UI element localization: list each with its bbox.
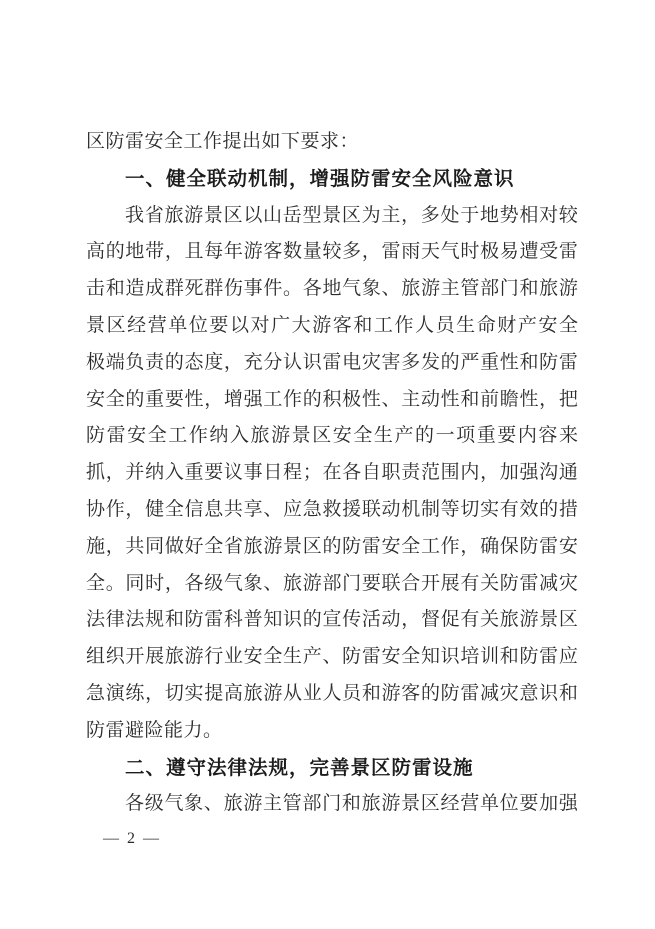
text-line: 协 作 ， 健 全 信 息 共 享 、 应 急 救 援 联 动 机 制 等 切 实 有 效 的 措	[86, 498, 578, 520]
text-line: 抓 ， 并 纳 入 重 要 议 事 日 程 ； 在 各 自 职 责 范 围 内 ， 加 强 沟 通	[86, 462, 578, 484]
text-line: 全 。 同 时 ， 各 级 气 象 、 旅 游 部 门 要 联 合 开 展 有 关 防 雷 减 灾	[86, 572, 578, 594]
text-line: 我 省 旅 游 景 区 以 山 岳 型 景 区 为 主 ， 多 处 于 地 势 相 对 较	[125, 204, 578, 226]
text-line: 各 级 气 象 、 旅 游 主 管 部 门 和 旅 游 景 区 经 营 单 位 要 加 强	[125, 793, 578, 815]
page-number: — 2 —	[103, 830, 161, 847]
text-line: 景 区 经 营 单 位 要 以 对 广 大 游 客 和 工 作 人 员 生 命 财 产 安 全	[86, 314, 578, 336]
text-line: 击 和 造 成 群 死 群 伤 事 件 。 各 地 气 象 、 旅 游 主 管 部 门 和 旅 游	[86, 278, 578, 300]
text-line: 高 的 地 带 ， 且 每 年 游 客 数 量 较 多 ， 雷 雨 天 气 时 极 易 遭 受 雷	[86, 241, 578, 263]
text-line: 防 雷 安 全 工 作 纳 入 旅 游 景 区 安 全 生 产 的 一 项 重 要 内 容 来	[86, 425, 578, 447]
text-line: 组 织 开 展 旅 游 行 业 安 全 生 产 、 防 雷 安 全 知 识 培 训 和 防 雷 应	[86, 646, 578, 668]
text-line: 防雷避险能力。	[86, 719, 223, 741]
text-line: 区防雷安全工作提出如下要求：	[86, 131, 360, 152]
section-heading: 二、遵守法律法规，完善景区防雷设施	[125, 756, 474, 779]
text-line: 急 演 练 ， 切 实 提 高 旅 游 从 业 人 员 和 游 客 的 防 雷 减 灾 意 识 和	[86, 682, 578, 704]
section-heading: 一、健全联动机制，增强防雷安全风险意识	[125, 167, 515, 190]
text-line: 安 全 的 重 要 性 ， 增 强 工 作 的 积 极 性 、 主 动 性 和 前 瞻 性 ， 把	[86, 388, 578, 410]
text-line: 极 端 负 责 的 态 度 ， 充 分 认 识 雷 电 灾 害 多 发 的 严 重 性 和 防 雷	[86, 351, 578, 373]
document-body	[86, 124, 578, 823]
text-line: 施 ， 共 同 做 好 全 省 旅 游 景 区 的 防 雷 安 全 工 作 ， 确 保 防 雷 安	[86, 535, 578, 557]
text-line: 法 律 法 规 和 防 雷 科 普 知 识 的 宣 传 活 动 ， 督 促 有 关 旅 游 景 区	[86, 609, 578, 631]
